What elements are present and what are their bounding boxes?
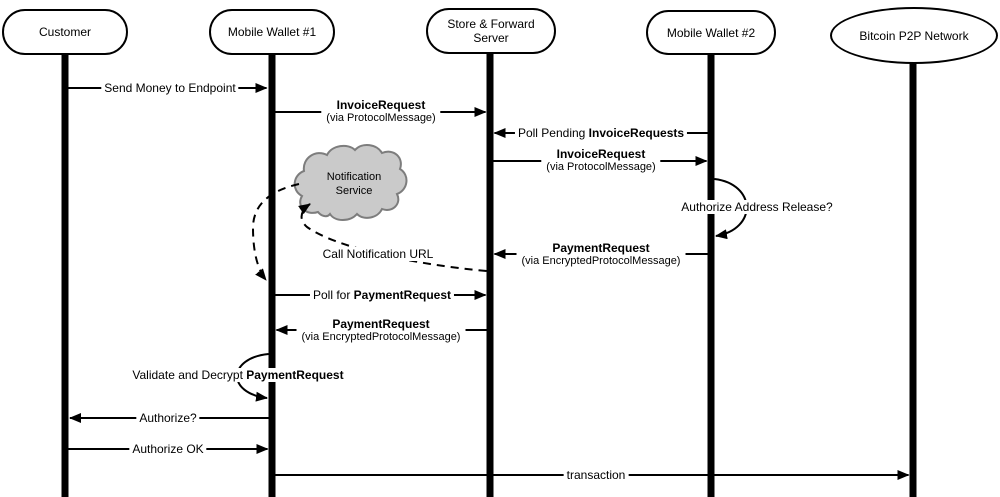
actor-store-forward-server-label: Store & Forward Server — [447, 17, 535, 45]
message-label-authorize-ok: Authorize OK — [129, 442, 206, 456]
message-sub-payment-request-to-wallet1: (via EncryptedProtocolMessage) — [301, 331, 461, 343]
message-bold-payment-request-to-server: PaymentRequest — [552, 241, 650, 255]
actor-bitcoin-p2p-network — [830, 7, 998, 64]
message-label-send-money: Send Money to Endpoint — [101, 81, 238, 95]
actor-bitcoin-p2p-network-label: Bitcoin P2P Network — [859, 28, 969, 43]
actor-mobile-wallet-1 — [209, 9, 335, 55]
actor-store-forward-server — [426, 8, 556, 54]
message-sub-invoice-request-to-wallet2: (via ProtocolMessage) — [546, 161, 656, 173]
message-bold-poll-pending: InvoiceRequests — [588, 126, 685, 140]
message-bold-payment-request-to-wallet1: PaymentRequest — [332, 317, 430, 331]
message-label-payment-request-to-wallet1 — [297, 317, 466, 345]
message-sub-payment-request-to-server: (via EncryptedProtocolMessage) — [521, 255, 681, 267]
actor-mobile-wallet-1-label: Mobile Wallet #1 — [227, 25, 317, 39]
actor-customer — [2, 9, 128, 55]
arrow-notification-to-wallet1 — [253, 184, 299, 280]
message-label-invoice-request-to-server — [321, 98, 440, 126]
message-prefix-poll-for-paymentrequest: Poll for — [312, 288, 354, 302]
message-sub-invoice-request-to-server: (via ProtocolMessage) — [326, 112, 436, 124]
message-bold-invoice-request-to-wallet2: InvoiceRequest — [556, 147, 646, 161]
actor-mobile-wallet-2-label: Mobile Wallet #2 — [666, 25, 756, 40]
message-label-payment-request-to-server — [517, 241, 686, 269]
message-label-validate-decrypt — [129, 368, 346, 382]
message-label-invoice-request-to-wallet2 — [541, 147, 660, 175]
actor-customer-label: Customer — [38, 25, 91, 39]
message-label-poll-pending-invoicerequests — [515, 126, 687, 140]
notification-service-label-line1: Notification — [326, 171, 382, 183]
message-label-poll-for-paymentrequest — [310, 288, 454, 302]
notification-service-label — [327, 170, 381, 198]
message-label-call-notification-url: Call Notification URL — [320, 247, 437, 261]
actor-mobile-wallet-2 — [646, 10, 776, 55]
message-prefix-validate-decrypt: Validate and Decrypt — [132, 368, 247, 382]
message-bold-validate-decrypt: PaymentRequest — [246, 368, 344, 382]
message-label-authorize-address-release: Authorize Address Release? — [678, 200, 835, 214]
notification-service-label-line2: Service — [335, 185, 373, 197]
message-prefix-poll-pending: Poll Pending — [517, 126, 589, 140]
message-label-transaction: transaction — [564, 468, 629, 482]
message-bold-poll-for-paymentrequest: PaymentRequest — [353, 288, 452, 302]
message-label-authorize: Authorize? — [136, 411, 199, 425]
message-bold-invoice-request-to-server: InvoiceRequest — [336, 98, 426, 112]
